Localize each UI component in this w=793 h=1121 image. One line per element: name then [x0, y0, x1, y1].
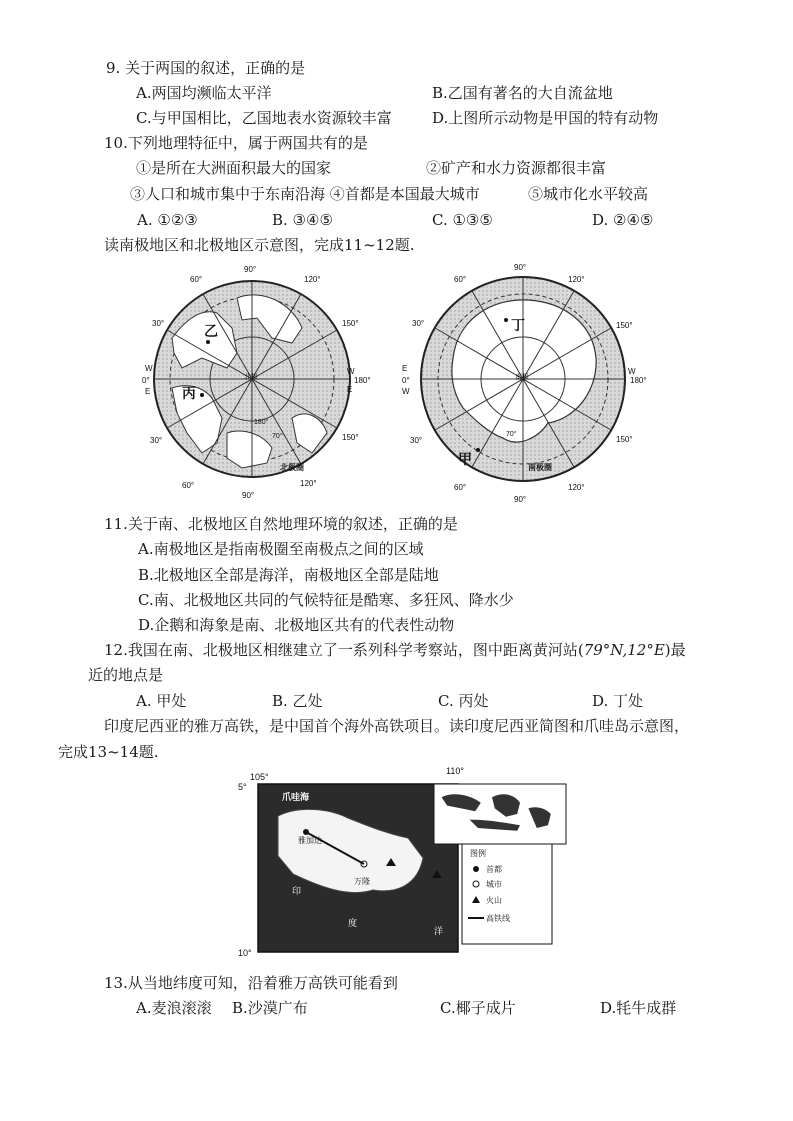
- java-city-jakarta: 雅加达: [298, 836, 322, 845]
- q10-statement-1: ①是所在大洲面积最大的国家: [136, 159, 332, 177]
- java-legend-rail: 高铁线: [486, 914, 510, 923]
- q12-option-a: A. 甲处: [136, 692, 187, 710]
- arctic-e2: E: [145, 387, 151, 396]
- q10-statement-2: ②矿产和水力资源都很丰富: [426, 159, 607, 177]
- arctic-lon-l1: 30°: [150, 436, 163, 445]
- label-jia: 甲: [458, 451, 472, 467]
- antarctic-lon-br1: 150°: [616, 435, 633, 444]
- antarctic-pole-label: 南极: [515, 374, 529, 381]
- antarctic-w2: W: [402, 387, 410, 396]
- antarctic-lon-br2: 120°: [568, 483, 585, 492]
- q13-option-b: B.沙漠广布: [232, 999, 308, 1017]
- arctic-pole-label: 北极: [244, 374, 258, 381]
- antarctic-lon-tl: 60°: [454, 275, 467, 284]
- q11-stem: 11.关于南、北极地区自然地理环境的叙述，正确的是: [104, 515, 458, 533]
- q12-stem-line2: 近的地点是: [88, 666, 164, 684]
- q13-option-a: A.麦浪滚滚: [136, 999, 212, 1017]
- arctic-w: W: [347, 367, 355, 376]
- q9-option-d: D.上图所示动物是甲国的特有动物: [432, 109, 659, 127]
- arctic-e: E: [347, 385, 353, 394]
- antarctic-e: E: [402, 364, 408, 373]
- q12-stem-end: )最: [664, 641, 686, 659]
- q12-option-c: C. 丙处: [438, 692, 489, 710]
- q11-option-c: C.南、北极地区共同的气候特征是酷寒、多狂风、降水少: [138, 591, 514, 609]
- java-legend-title: 图例: [470, 849, 486, 858]
- q12-stem: [104, 640, 686, 660]
- antarctic-lon-r2: 180°: [630, 376, 647, 385]
- q10-option-a: A. ①②③: [137, 211, 198, 229]
- java-legend-city: 城市: [486, 880, 502, 889]
- q13-stem: 13.从当地纬度可知，沿着雅万高铁可能看到: [104, 974, 398, 992]
- arctic-lat70: 70°: [272, 433, 283, 440]
- arctic-lon-tl2: 30°: [152, 319, 165, 328]
- point-bing: [200, 393, 204, 397]
- arctic-lat180: 180°: [254, 419, 269, 426]
- java-legend-volcano: 火山: [486, 896, 502, 905]
- q12-stem-text: 12.我国在南、北极地区相继建立了一系列科学考察站，图中距离黄河站(: [104, 641, 584, 659]
- antarctic-lon-bl: 60°: [454, 483, 467, 492]
- arctic-lon-tr: 120°: [304, 275, 321, 284]
- java-legend-capital: 首都: [486, 865, 502, 874]
- q13-option-c: C.椰子成片: [440, 999, 516, 1017]
- arctic-lon-l2: 0°: [142, 376, 150, 385]
- q10-option-c: C. ①③⑤: [432, 211, 493, 229]
- q10-option-b: B. ③④⑤: [272, 211, 333, 229]
- q10-stem: 10.下列地理特征中，属于两国共有的是: [104, 134, 368, 152]
- java-sea-label: 爪哇海: [282, 792, 310, 802]
- q12-option-b: B. 乙处: [272, 692, 323, 710]
- q9-option-a: A.两国均濒临太平洋: [136, 84, 272, 102]
- q9-stem: 9. 关于两国的叙述，正确的是: [106, 59, 306, 77]
- q12-coordinate: 79°N,12°E: [583, 641, 665, 659]
- point-yi: [206, 340, 210, 344]
- arctic-w2: W: [145, 364, 153, 373]
- intro-11-12: 读南极地区和北极地区示意图，完成11~12题.: [104, 236, 415, 254]
- label-yi: 乙: [204, 323, 218, 339]
- java-ocean-2: 度: [348, 918, 358, 928]
- q10-statement-5: ⑤城市化水平较高: [528, 185, 649, 203]
- point-ding: [504, 318, 508, 322]
- q10-statement-3-4: ③人口和城市集中于东南沿海 ④首都是本国最大城市: [130, 185, 480, 203]
- arctic-lon-br1: 150°: [342, 433, 359, 442]
- intro-13-14-line1: 印度尼西亚的雅万高铁，是中国首个海外高铁项目。读印度尼西亚简图和爪哇岛示意图，: [104, 717, 690, 735]
- label-ding: 丁: [511, 317, 525, 333]
- java-lon-left: 105°: [250, 772, 269, 782]
- q9-option-c: C.与甲国相比，乙国地表水资源较丰富: [136, 109, 392, 127]
- label-bing: 丙: [182, 385, 196, 401]
- java-lon-right: 110°: [446, 766, 464, 776]
- antarctic-lon-r1: 150°: [616, 321, 633, 330]
- q11-option-d: D.企鹅和海象是南、北极地区共有的代表性动物: [138, 616, 455, 634]
- antarctic-w: W: [628, 367, 636, 376]
- antarctic-circle-label: 南极圈: [528, 463, 552, 472]
- antarctic-lon-top: 90°: [514, 263, 527, 272]
- arctic-lon-r2: 180°: [354, 376, 371, 385]
- q11-option-b: B.北极地区全部是海洋，南极地区全部是陆地: [138, 566, 439, 584]
- antarctic-lon-l1: 30°: [410, 436, 423, 445]
- intro-13-14-line2: 完成13~14题.: [58, 743, 159, 761]
- antarctic-lon-tl2: 30°: [412, 319, 425, 328]
- java-lat-top: 5°: [238, 782, 247, 792]
- java-ocean-3: 洋: [434, 926, 444, 936]
- q12-option-d: D. 丁处: [592, 692, 644, 710]
- q13-option-d: D.牦牛成群: [600, 999, 677, 1017]
- arctic-circle-label: 北极圈: [280, 463, 304, 472]
- arctic-lon-br2: 120°: [300, 479, 317, 488]
- arctic-lon-tl: 60°: [190, 275, 203, 284]
- q9-option-b: B.乙国有著名的大自流盆地: [432, 84, 613, 102]
- arctic-lon-bottom: 90°: [242, 491, 255, 500]
- antarctic-lon-tr: 120°: [568, 275, 585, 284]
- java-ocean-1: 印: [292, 886, 302, 896]
- q10-option-d: D. ②④⑤: [592, 211, 654, 229]
- java-lat-bottom: 10°: [238, 948, 252, 958]
- antarctic-lon-bottom: 90°: [514, 495, 527, 504]
- arctic-lon-bl: 60°: [182, 481, 195, 490]
- java-city-bandung: 万隆: [354, 877, 370, 886]
- antarctic-lon-l2: 0°: [402, 376, 410, 385]
- java-map: [238, 766, 510, 960]
- arctic-lon-r1: 150°: [342, 319, 359, 328]
- antarctic-lat70: 70°: [506, 431, 517, 438]
- arctic-lon-top: 90°: [244, 265, 257, 274]
- q11-option-a: A.南极地区是指南极圈至南极点之间的区域: [138, 540, 424, 558]
- point-jia: [476, 448, 480, 452]
- arctic-map: [142, 258, 372, 500]
- antarctic-map: [398, 258, 653, 503]
